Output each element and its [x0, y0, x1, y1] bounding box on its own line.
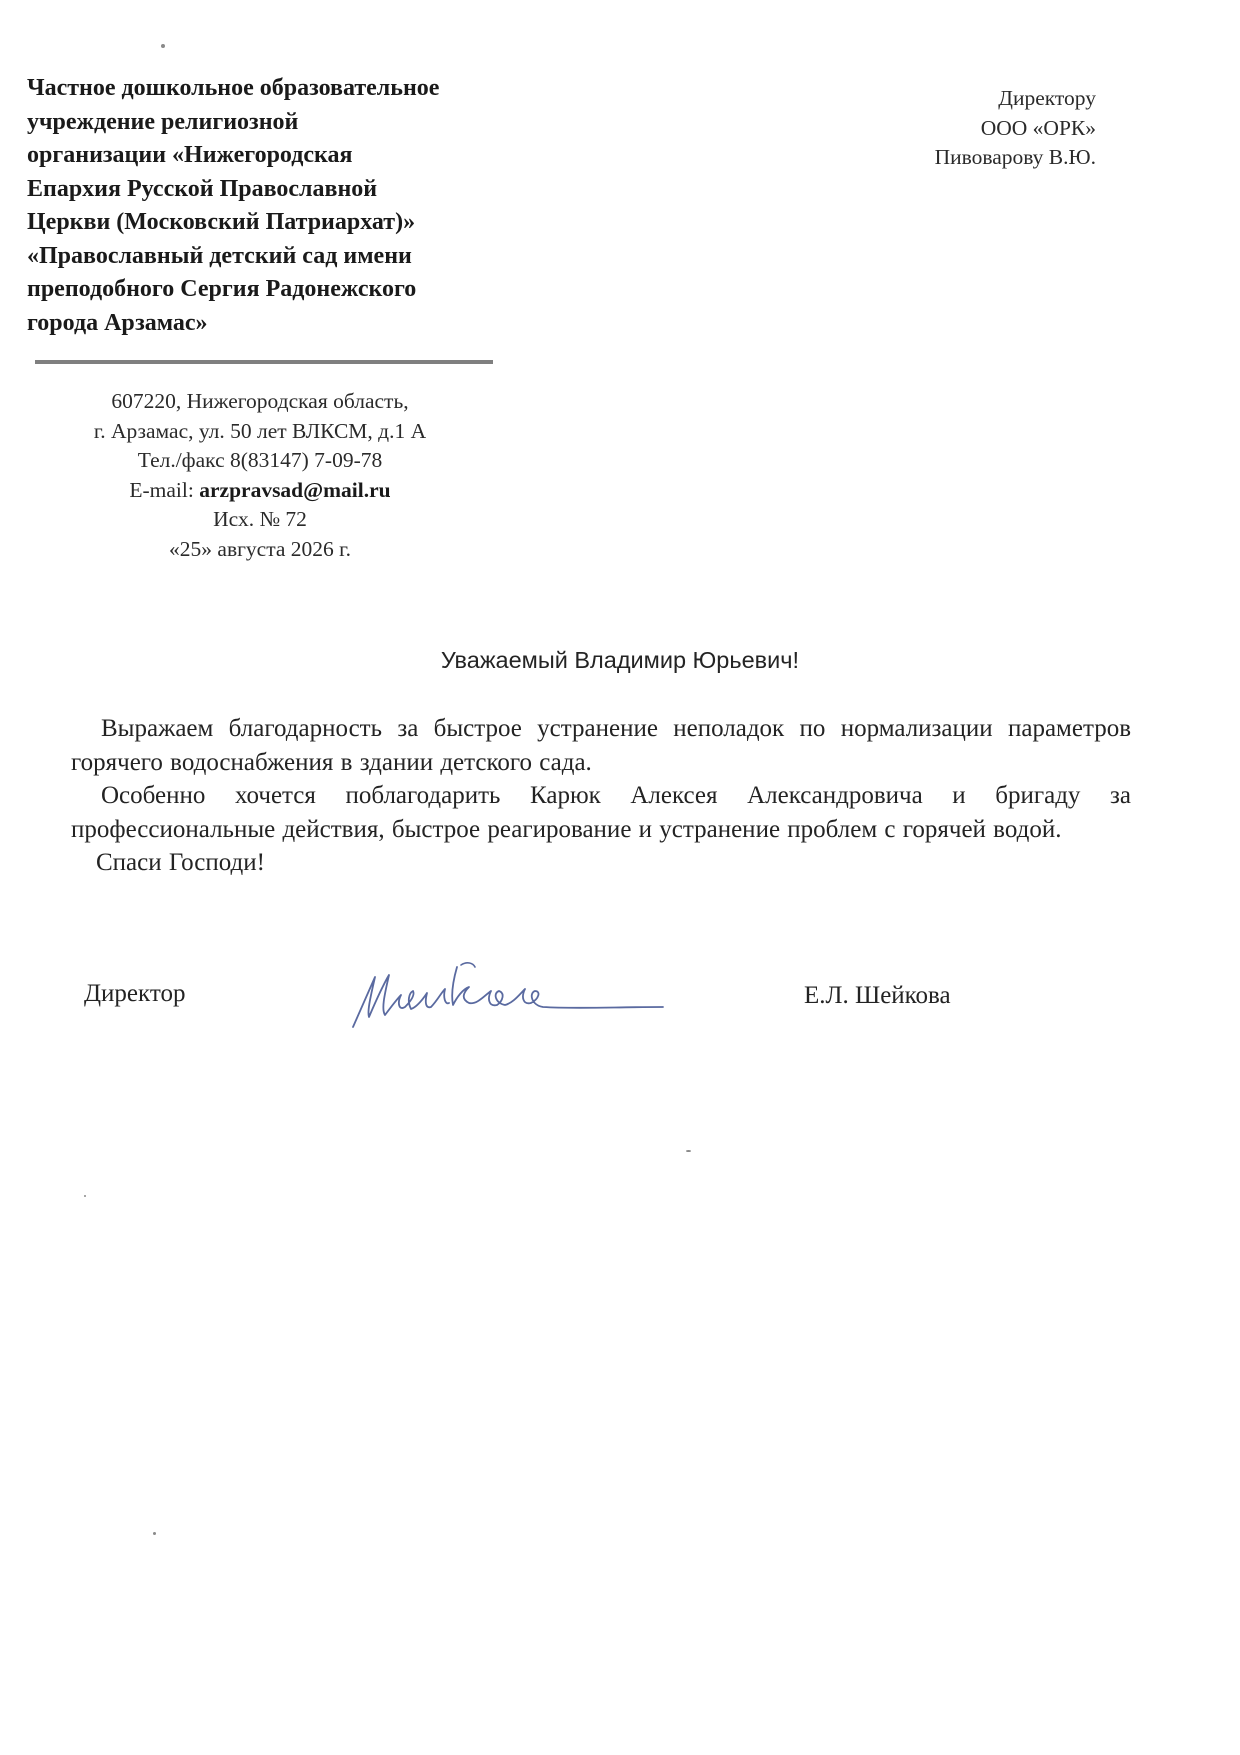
scan-speck	[153, 1532, 156, 1535]
addressee-block	[935, 84, 1096, 173]
addressee-name: Пивоварову В.Ю.	[934, 145, 1096, 169]
phone-fax: Тел./факс 8(83147) 7-09-78	[137, 448, 383, 472]
postal-address-line: 607220, Нижегородская область,	[111, 389, 409, 413]
organization-header	[27, 72, 497, 340]
letter-date: «25» августа 2026 г.	[169, 536, 351, 561]
email-line	[40, 476, 480, 506]
organization-name-line: города Арзамас»	[27, 309, 208, 336]
handwritten-signature	[345, 955, 685, 1035]
header-divider	[35, 360, 493, 364]
organization-name-line: «Православный детский сад имени	[27, 242, 412, 269]
scan-speck	[686, 1150, 691, 1152]
organization-name-line: Частное дошкольное образовательное	[27, 75, 440, 101]
addressee-company: ООО «ОРК»	[980, 115, 1096, 140]
letter-greeting: Уважаемый Владимир Юрьевич!	[440, 647, 800, 673]
letter-body	[71, 712, 1131, 880]
body-paragraph: Особенно хочется поблагодарить Карюк Алексея Александровича и бригаду за профессиональные действия, быстрое реагирование и устранение проблем с горячей водой.	[71, 782, 1131, 843]
signatory-title: Директор	[84, 980, 186, 1007]
organization-name-line: Церкви (Московский Патриархат)»	[27, 209, 416, 235]
email-address: arzpravsad@mail.ru	[199, 477, 391, 502]
body-paragraph: Выражаем благодарность за быстрое устранение неполадок по нормализации параметров горячего водоснабжения в здании детского сада.	[71, 715, 1131, 776]
scan-speck	[84, 1195, 86, 1197]
street-address-line: г. Арзамас, ул. 50 лет ВЛКСМ, д.1 А	[93, 418, 427, 443]
organization-contacts	[40, 387, 480, 564]
closing-phrase: Спаси Господи!	[96, 849, 265, 876]
outgoing-reference-number: Исх. № 72	[213, 507, 307, 531]
signatory-name: Е.Л. Шейкова	[804, 982, 951, 1009]
organization-name-line: Епархия Русской Православной	[27, 175, 378, 202]
addressee-position: Директору	[998, 86, 1096, 110]
organization-name-line: преподобного Сергия Радонежского	[27, 276, 417, 302]
organization-name-line: организации «Нижегородская	[27, 142, 353, 168]
organization-name-line: учреждение религиозной	[27, 108, 299, 135]
scan-speck	[161, 44, 165, 48]
email-label: E-mail:	[129, 477, 200, 502]
